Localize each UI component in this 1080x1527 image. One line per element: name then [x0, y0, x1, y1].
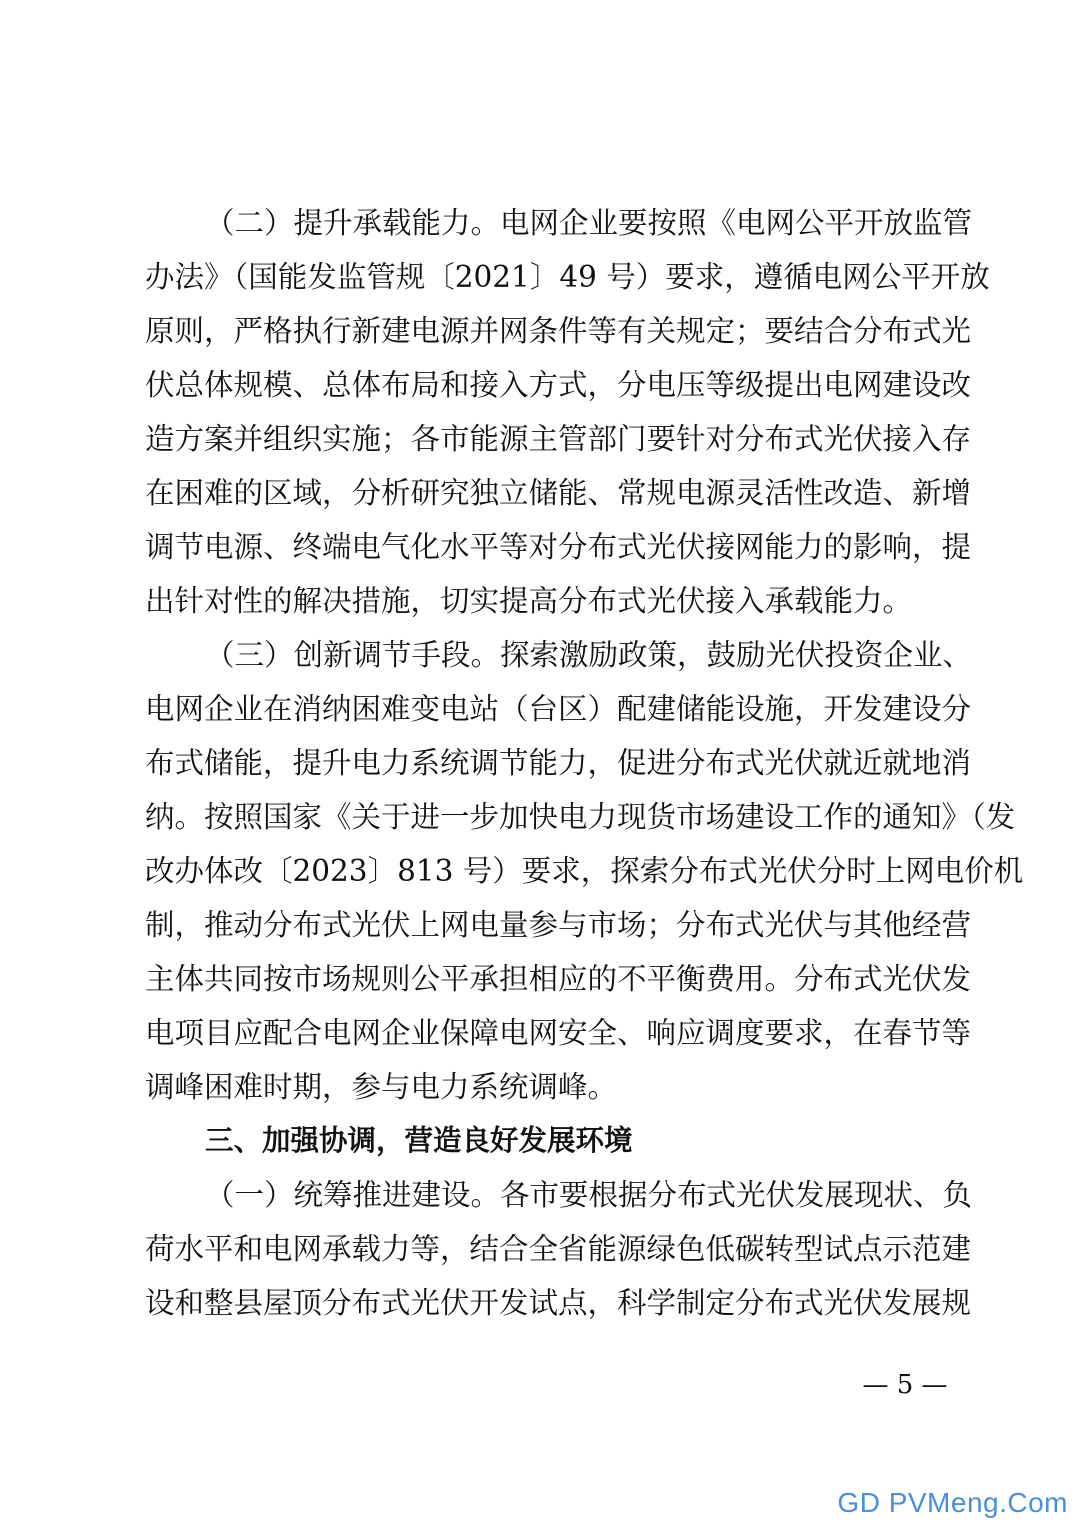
paragraph-line: 电网企业在消纳困难变电站（台区）配建储能设施，开发建设分	[145, 692, 972, 726]
paragraph-line: 办法》（国能发监管规〔2021〕49 号）要求，遵循电网公平开放	[145, 260, 990, 294]
paragraph-line: 布式储能，提升电力系统调节能力，促进分布式光伏就近就地消	[145, 746, 972, 780]
paragraph-line: 主体共同按市场规则公平承担相应的不平衡费用。分布式光伏发	[145, 962, 972, 996]
paragraph-line: 电项目应配合电网企业保障电网安全、响应调度要求，在春节等	[145, 1016, 972, 1050]
paragraph-line: 伏总体规模、总体布局和接入方式，分电压等级提出电网建设改	[145, 368, 972, 402]
paragraph-line: （三）创新调节手段。探索激励政策，鼓励光伏投资企业、	[205, 638, 973, 672]
paragraph-line: （一）统筹推进建设。各市要根据分布式光伏发展现状、负	[205, 1178, 973, 1212]
paragraph-line: 调节电源、终端电气化水平等对分布式光伏接网能力的影响，提	[145, 530, 972, 564]
paragraph-line: 纳。按照国家《关于进一步加快电力现货市场建设工作的通知》（发	[145, 800, 1016, 834]
paragraph-line: 出针对性的解决措施，切实提高分布式光伏接入承载能力。	[145, 584, 913, 618]
paragraph-line: 设和整县屋顶分布式光伏开发试点，科学制定分布式光伏发展规	[145, 1286, 972, 1320]
paragraph-line: 荷水平和电网承载力等，结合全省能源绿色低碳转型试点示范建	[145, 1232, 972, 1266]
paragraph-line: 制，推动分布式光伏上网电量参与市场；分布式光伏与其他经营	[145, 908, 972, 942]
section-heading: 三、加强协调，营造良好发展环境	[205, 1124, 633, 1157]
page-number: — 5 —	[862, 1370, 948, 1400]
paragraph-line: 改办体改〔2023〕813 号）要求，探索分布式光伏分时上网电价机	[145, 854, 1024, 888]
paragraph-line: 原则，严格执行新建电源并网条件等有关规定；要结合分布式光	[145, 314, 972, 348]
paragraph-line: 调峰困难时期，参与电力系统调峰。	[145, 1070, 618, 1104]
paragraph-line: 造方案并组织实施；各市能源主管部门要针对分布式光伏接入存	[145, 422, 972, 456]
site-watermark: GD PVMeng.Com	[837, 1487, 1068, 1518]
paragraph-line: 在困难的区域，分析研究独立储能、常规电源灵活性改造、新增	[145, 476, 972, 510]
document-body	[145, 196, 1024, 1330]
paragraph-line: （二）提升承载能力。电网企业要按照《电网公平开放监管	[205, 206, 973, 240]
